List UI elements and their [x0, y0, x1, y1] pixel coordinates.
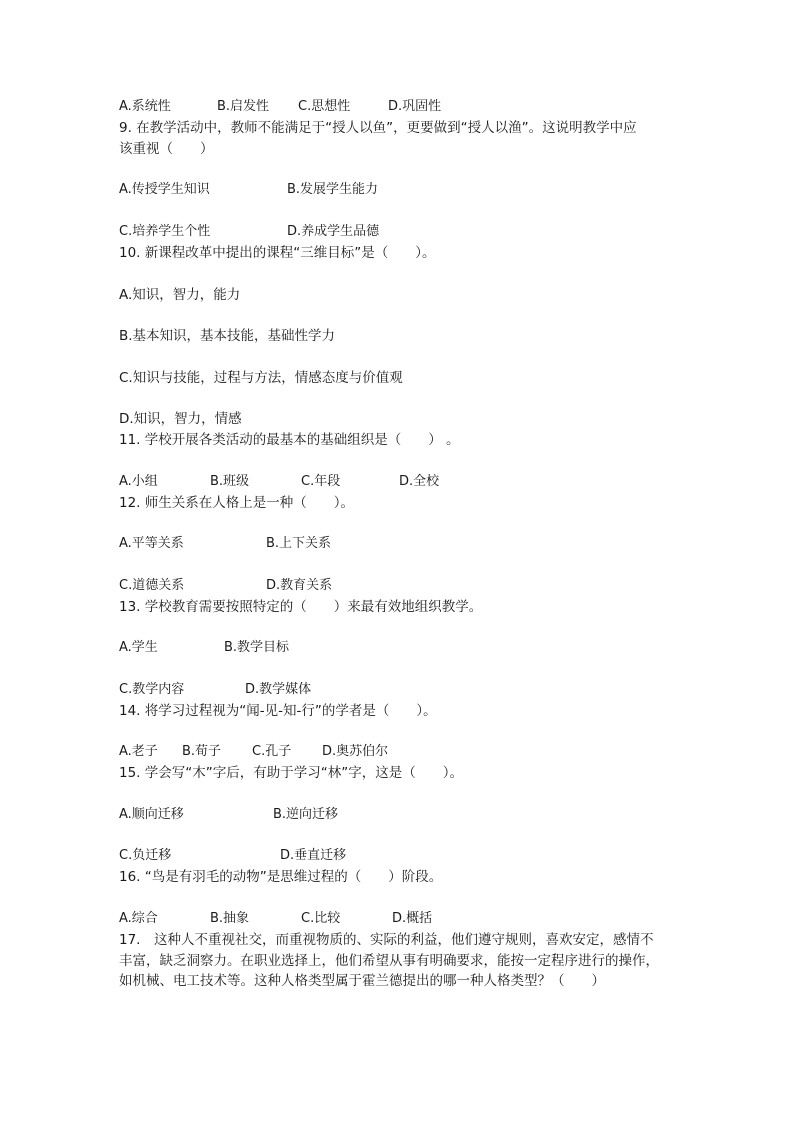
q14-option-b: B.荀子 [182, 744, 222, 759]
q8-option-d: D.巩固性 [388, 99, 442, 114]
q14-option-d: D.奥苏伯尔 [322, 744, 389, 759]
q15-option-c: C.负迁移 [119, 848, 172, 863]
q13-option-b: B.教学目标 [224, 640, 290, 655]
q14-option-c: C.孔子 [252, 744, 292, 759]
q15-option-d: D.垂直迁移 [280, 848, 347, 863]
q15-option-a: A.顺向迁移 [119, 807, 184, 822]
q12-option-b: B.上下关系 [266, 536, 332, 551]
q16-option-d: D.概括 [392, 911, 433, 926]
q8-option-c: C.思想性 [298, 99, 351, 114]
q12-option-a: A.平等关系 [119, 536, 184, 551]
q9-option-b: B.发展学生能力 [287, 182, 379, 197]
q9-option-d: D.养成学生品德 [287, 224, 380, 239]
q16-option-c: C.比较 [301, 911, 341, 926]
q8-option-b: B.启发性 [217, 99, 270, 114]
q13-option-d: D.教学媒体 [245, 682, 312, 697]
q17-stem-line2: 丰富，缺乏洞察力。在职业选择上，他们希望从事有明确要求，能按一定程序进行的操作， [119, 953, 659, 969]
q10-option-c: C.知识与技能，过程与方法，情感态度与价值观 [119, 370, 403, 386]
q13-option-c: C.教学内容 [119, 682, 185, 697]
q10-stem: 10. 新课程改革中提出的课程“三维目标”是（ ）。 [119, 245, 436, 261]
q12-stem: 12. 师生关系在人格上是一种（ ）。 [119, 495, 355, 511]
q12-option-d: D.教育关系 [266, 578, 333, 593]
q13-option-a: A.学生 [119, 640, 158, 655]
q11-option-a: A.小组 [119, 474, 158, 489]
q16-option-b: B.抽象 [210, 911, 250, 926]
q9-option-c: C.培养学生个性 [119, 224, 211, 239]
q15-option-b: B.逆向迁移 [273, 807, 339, 822]
q10-option-a: A.知识，智力，能力 [119, 287, 241, 303]
q15-stem: 15. 学会写“木”字后，有助于学习“林”字，这是（ ）。 [119, 765, 463, 781]
q9-option-a: A.传授学生知识 [119, 182, 210, 197]
q17-stem-line3: 如机械、电工技术等。这种人格类型属于霍兰德提出的哪一种人格类型？（ ） [119, 973, 605, 989]
q16-option-a: A.综合 [119, 911, 158, 926]
q9-stem-line1: 9. 在教学活动中，教师不能满足于“授人以鱼”，更要做到“授人以渔”。这说明教学中应 [119, 120, 637, 136]
q14-stem: 14. 将学习过程视为“闻-见-知-行”的学者是（ ）。 [119, 703, 437, 719]
q11-option-d: D.全校 [399, 474, 440, 489]
q13-stem: 13. 学校教育需要按照特定的（ ）来最有效地组织教学。 [119, 599, 483, 615]
q14-option-a: A.老子 [119, 744, 158, 759]
q16-stem: 16. “鸟是有羽毛的动物”是思维过程的（ ）阶段。 [119, 869, 443, 885]
q17-stem-line1: 17. 这种人不重视社交，而重视物质的、实际的利益，他们遵守规则，喜欢安定，感情不 [119, 932, 654, 948]
q11-option-b: B.班级 [210, 474, 250, 489]
q12-option-c: C.道德关系 [119, 578, 185, 593]
q11-stem: 11. 学校开展各类活动的最基本的基础组织是（ ） 。 [119, 432, 460, 448]
q11-option-c: C.年段 [301, 474, 341, 489]
q8-option-a: A.系统性 [119, 99, 171, 114]
q10-option-b: B.基本知识，基本技能，基础性学力 [119, 328, 336, 344]
q9-stem-line2: 该重视（ ） [119, 141, 214, 157]
q10-option-d: D.知识，智力，情感 [119, 411, 242, 427]
